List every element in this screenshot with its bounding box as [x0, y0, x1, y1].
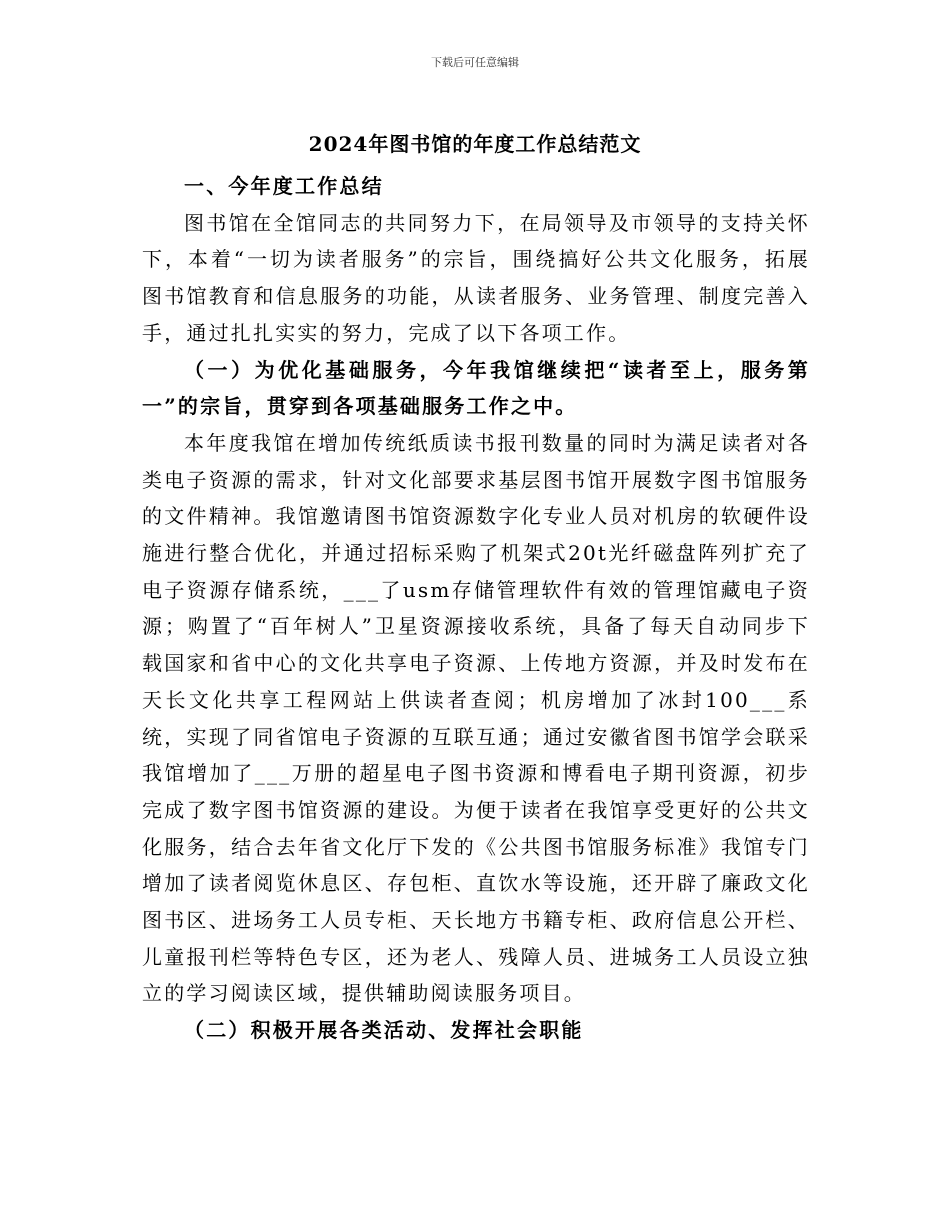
- subsection-heading-2: （二）积极开展各类活动、发挥社会职能: [184, 1018, 584, 1043]
- paragraph-1: 图书馆在全馆同志的共同努力下，在局领导及市领导的支持关怀下，本着“一切为读者服务”的宗旨，围绕搞好公共文化服务，拓展图书馆教育和信息服务的功能，从读者服务、业务管理、制度完善入手，通过扎扎实实的努力，完成了以下各项工作。: [142, 210, 810, 345]
- header-note: 下载后可任意编辑: [431, 56, 519, 69]
- section-heading-1: 一、今年度工作总结: [184, 174, 384, 198]
- subsection-heading-1: （一）为优化基础服务，今年我馆继续把“读者至上，服务第一”的宗旨，贯穿到各项基础服务工作之中。: [142, 357, 810, 419]
- document-body: [142, 168, 810, 1049]
- paragraph-2: 本年度我馆在增加传统纸质读书报刊数量的同时为满足读者对各类电子资源的需求，针对文化部要求基层图书馆开展数字图书馆服务的文件精神。我馆邀请图书馆资源数字化专业人员对机房的软硬件设施进行整合优化，并通过招标采购了机架式20t光纤磁盘阵列扩充了电子资源存储系统，___了usm存储管理软件有效的管理馆藏电子资源；购置了“百年树人”卫星资源接收系统，具备了每天自动同步下载国家和省中心的文化共享电子资源、上传地方资源，并及时发布在天长文化共享工程网站上供读者查阅；机房增加了冰封100___系统，实现了同省馆电子资源的互联互通；通过安徽省图书馆学会联采我馆增加了___万册的超星电子图书资源和博看电子期刊资源，初步完成了数字图书馆资源的建设。为便于读者在我馆享受更好的公共文化服务，结合去年省文化厅下发的《公共图书馆服务标准》我馆专门增加了读者阅览休息区、存包柜、直饮水等设施，还开辟了廉政文化图书区、进场务工人员专柜、天长地方书籍专柜、政府信息公开栏、儿童报刊栏等特色专区，还为老人、残障人员、进城务工人员设立独立的学习阅读区域，提供辅助阅读服务项目。: [142, 430, 810, 1006]
- document-title: 2024年图书馆的年度工作总结范文: [308, 132, 642, 156]
